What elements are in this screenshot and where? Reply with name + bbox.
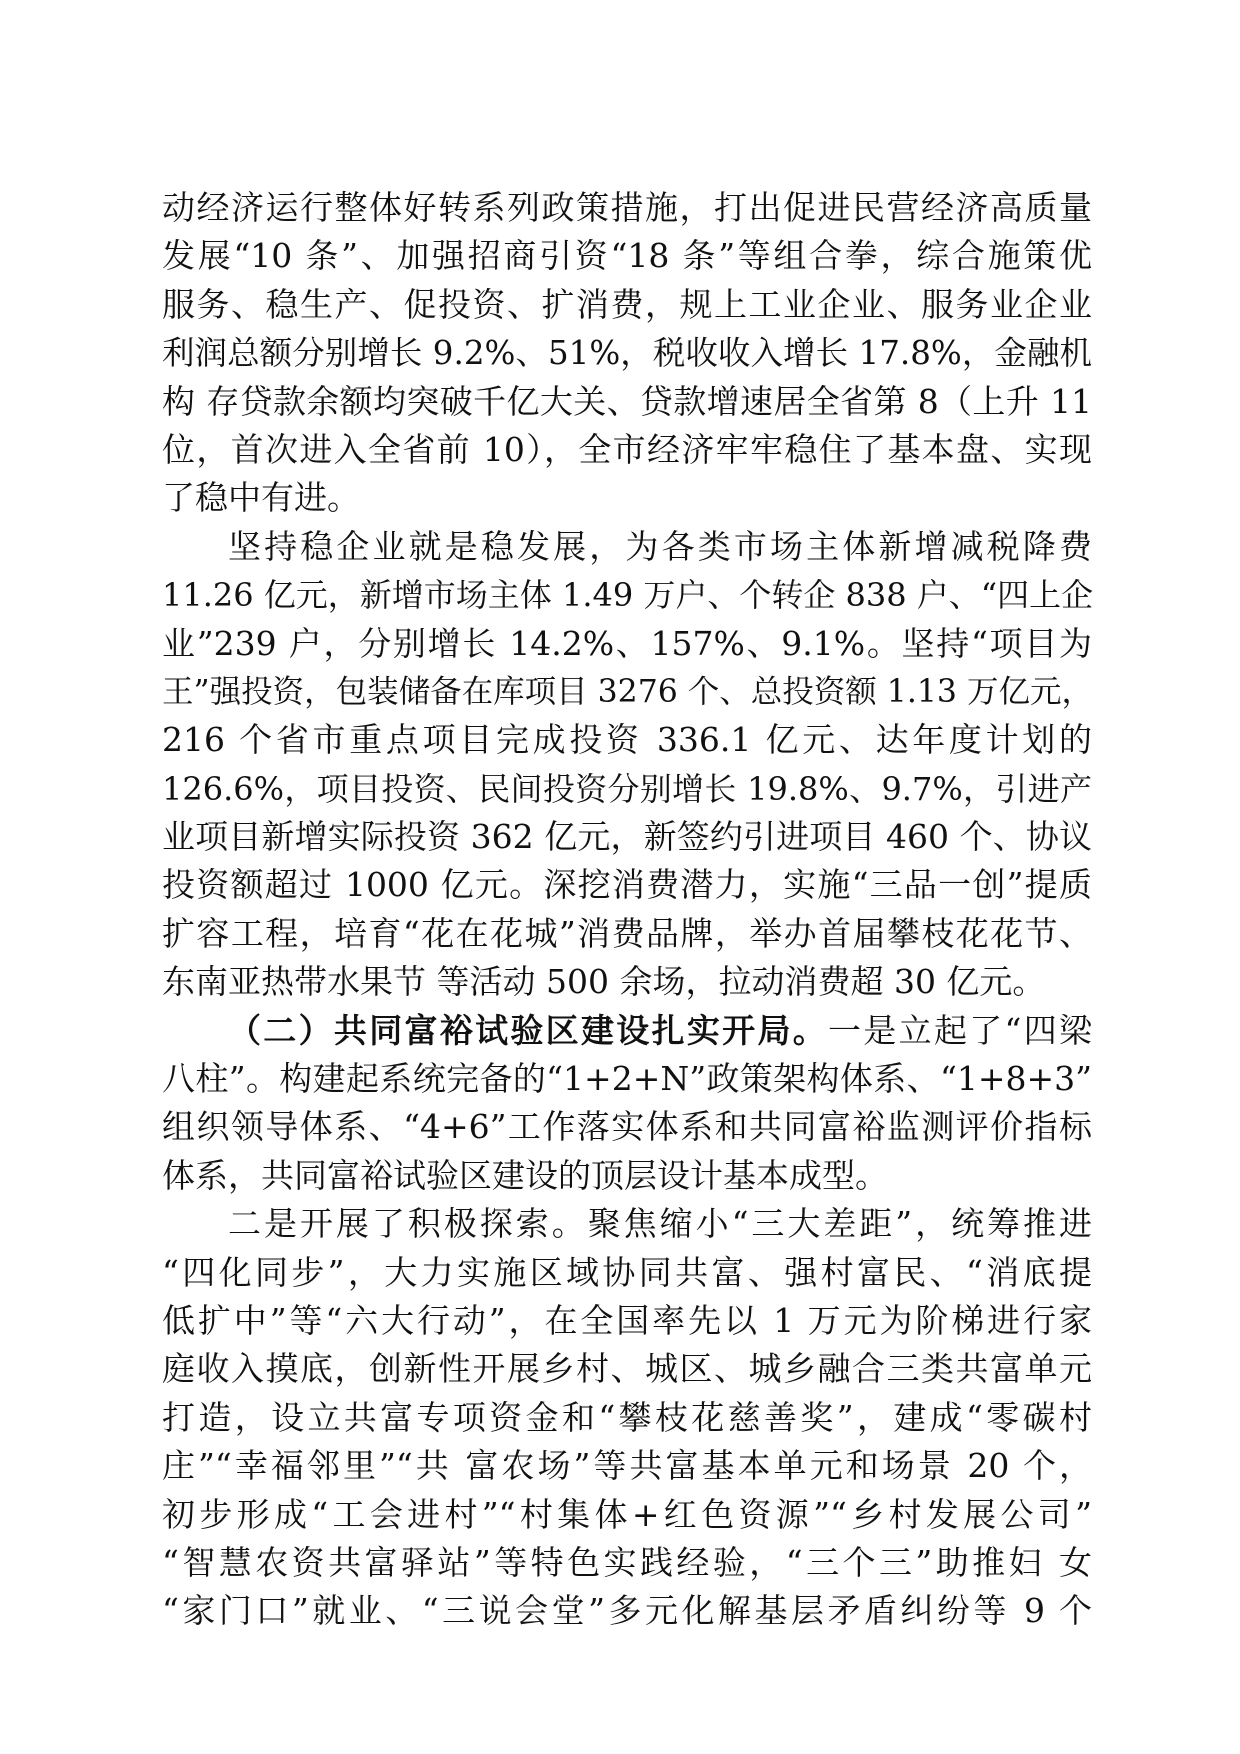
text-line: 庭收入摸底，创新性开展乡村、城区、城乡融合三类共富单元 — [162, 1349, 1092, 1389]
text-line: 体系，共同富裕试验区建设的顶层设计基本成型。 — [162, 1155, 888, 1195]
section-heading: （二）共同富裕试验区建设扎实开局。 — [228, 1010, 829, 1050]
text-line: 八柱”。构建起系统完备的“1+2+N”政策架构体系、“1+8+3” — [162, 1059, 1092, 1099]
text-line: 服务、稳生产、促投资、扩消费，规上工业企业、服务业企业 — [162, 284, 1092, 324]
text-line: 业项目新增实际投资 362 亿元，新签约引进项目 460 个、协议 — [162, 817, 1092, 857]
text-line: 初步形成“工会进村”“村集体+红色资源”“乡村发展公司” — [162, 1494, 1092, 1534]
document-body — [162, 184, 1092, 1636]
text-line: 投资额超过 1000 亿元。深挖消费潜力，实施“三品一创”提质 — [162, 865, 1092, 905]
text-line: 构 存贷款余额均突破千亿大关、贷款增速居全省第 8（上升 11 — [162, 381, 1092, 421]
text-line: 庄”“幸福邻里”“共 富农场”等共富基本单元和场景 20 个， — [162, 1446, 1092, 1486]
text-line: 东南亚热带水果节 等活动 500 余场，拉动消费超 30 亿元。 — [162, 962, 1046, 1002]
text-line: 位，首次进入全省前 10），全市经济牢牢稳住了基本盘、实现 — [162, 429, 1092, 469]
text-line: 216 个省市重点项目完成投资 336.1 亿元、达年度计划的 — [162, 720, 1092, 760]
section-heading-line — [162, 1007, 1092, 1055]
text-line: 业”239 户，分别增长 14.2%、157%、9.1%。坚持“项目为 — [162, 623, 1092, 663]
text-line: 发展“10 条”、加强招商引资“18 条”等组合拳，综合施策优 — [162, 236, 1092, 276]
text-line: 126.6%，项目投资、民间投资分别增长 19.8%、9.7%，引进产 — [162, 769, 1092, 808]
text-line: 坚持稳企业就是稳发展，为各类市场主体新增减税降费 — [228, 526, 1092, 566]
text-line: 动经济运行整体好转系列政策措施，打出促进民营经济高质量 — [162, 188, 1092, 227]
text-line: “四化同步”，大力实施区域协同共富、强村富民、“消底提 — [162, 1252, 1092, 1292]
text-line: 王”强投资，包装储备在库项目 3276 个、总投资额 1.13 万亿元， — [162, 673, 1093, 710]
text-line: 组织领导体系、“4+6”工作落实体系和共同富裕监测评价指标 — [162, 1107, 1092, 1147]
text-line: 二是开展了积极探索。聚焦缩小“三大差距”，统筹推进 — [228, 1204, 1092, 1244]
text-line: 低扩中”等“六大行动”，在全国率先以 1 万元为阶梯进行家 — [162, 1300, 1092, 1340]
text-line: 扩容工程，培育“花在花城”消费品牌，举办首届攀枝花花节、 — [162, 913, 1092, 953]
text-line: 打造，设立共富专项资金和“攀枝花慈善奖”，建成“零碳村 — [162, 1397, 1092, 1437]
heading-continuation: 一是立起了“四梁 — [828, 1010, 1092, 1050]
text-line: 了稳中有进。 — [162, 478, 360, 518]
text-line: “智慧农资共富驿站”等特色实践经验，“三个三”助推妇 女 — [162, 1542, 1092, 1582]
text-line: 11.26 亿元，新增市场主体 1.49 万户、个转企 838 户、“四上企 — [162, 576, 1094, 615]
text-line: “家门口”就业、“三说会堂”多元化解基层矛盾纠纷等 9 个 — [162, 1591, 1092, 1631]
text-line: 利润总额分别增长 9.2%、51%，税收收入增长 17.8%，金融机 — [162, 334, 1092, 373]
